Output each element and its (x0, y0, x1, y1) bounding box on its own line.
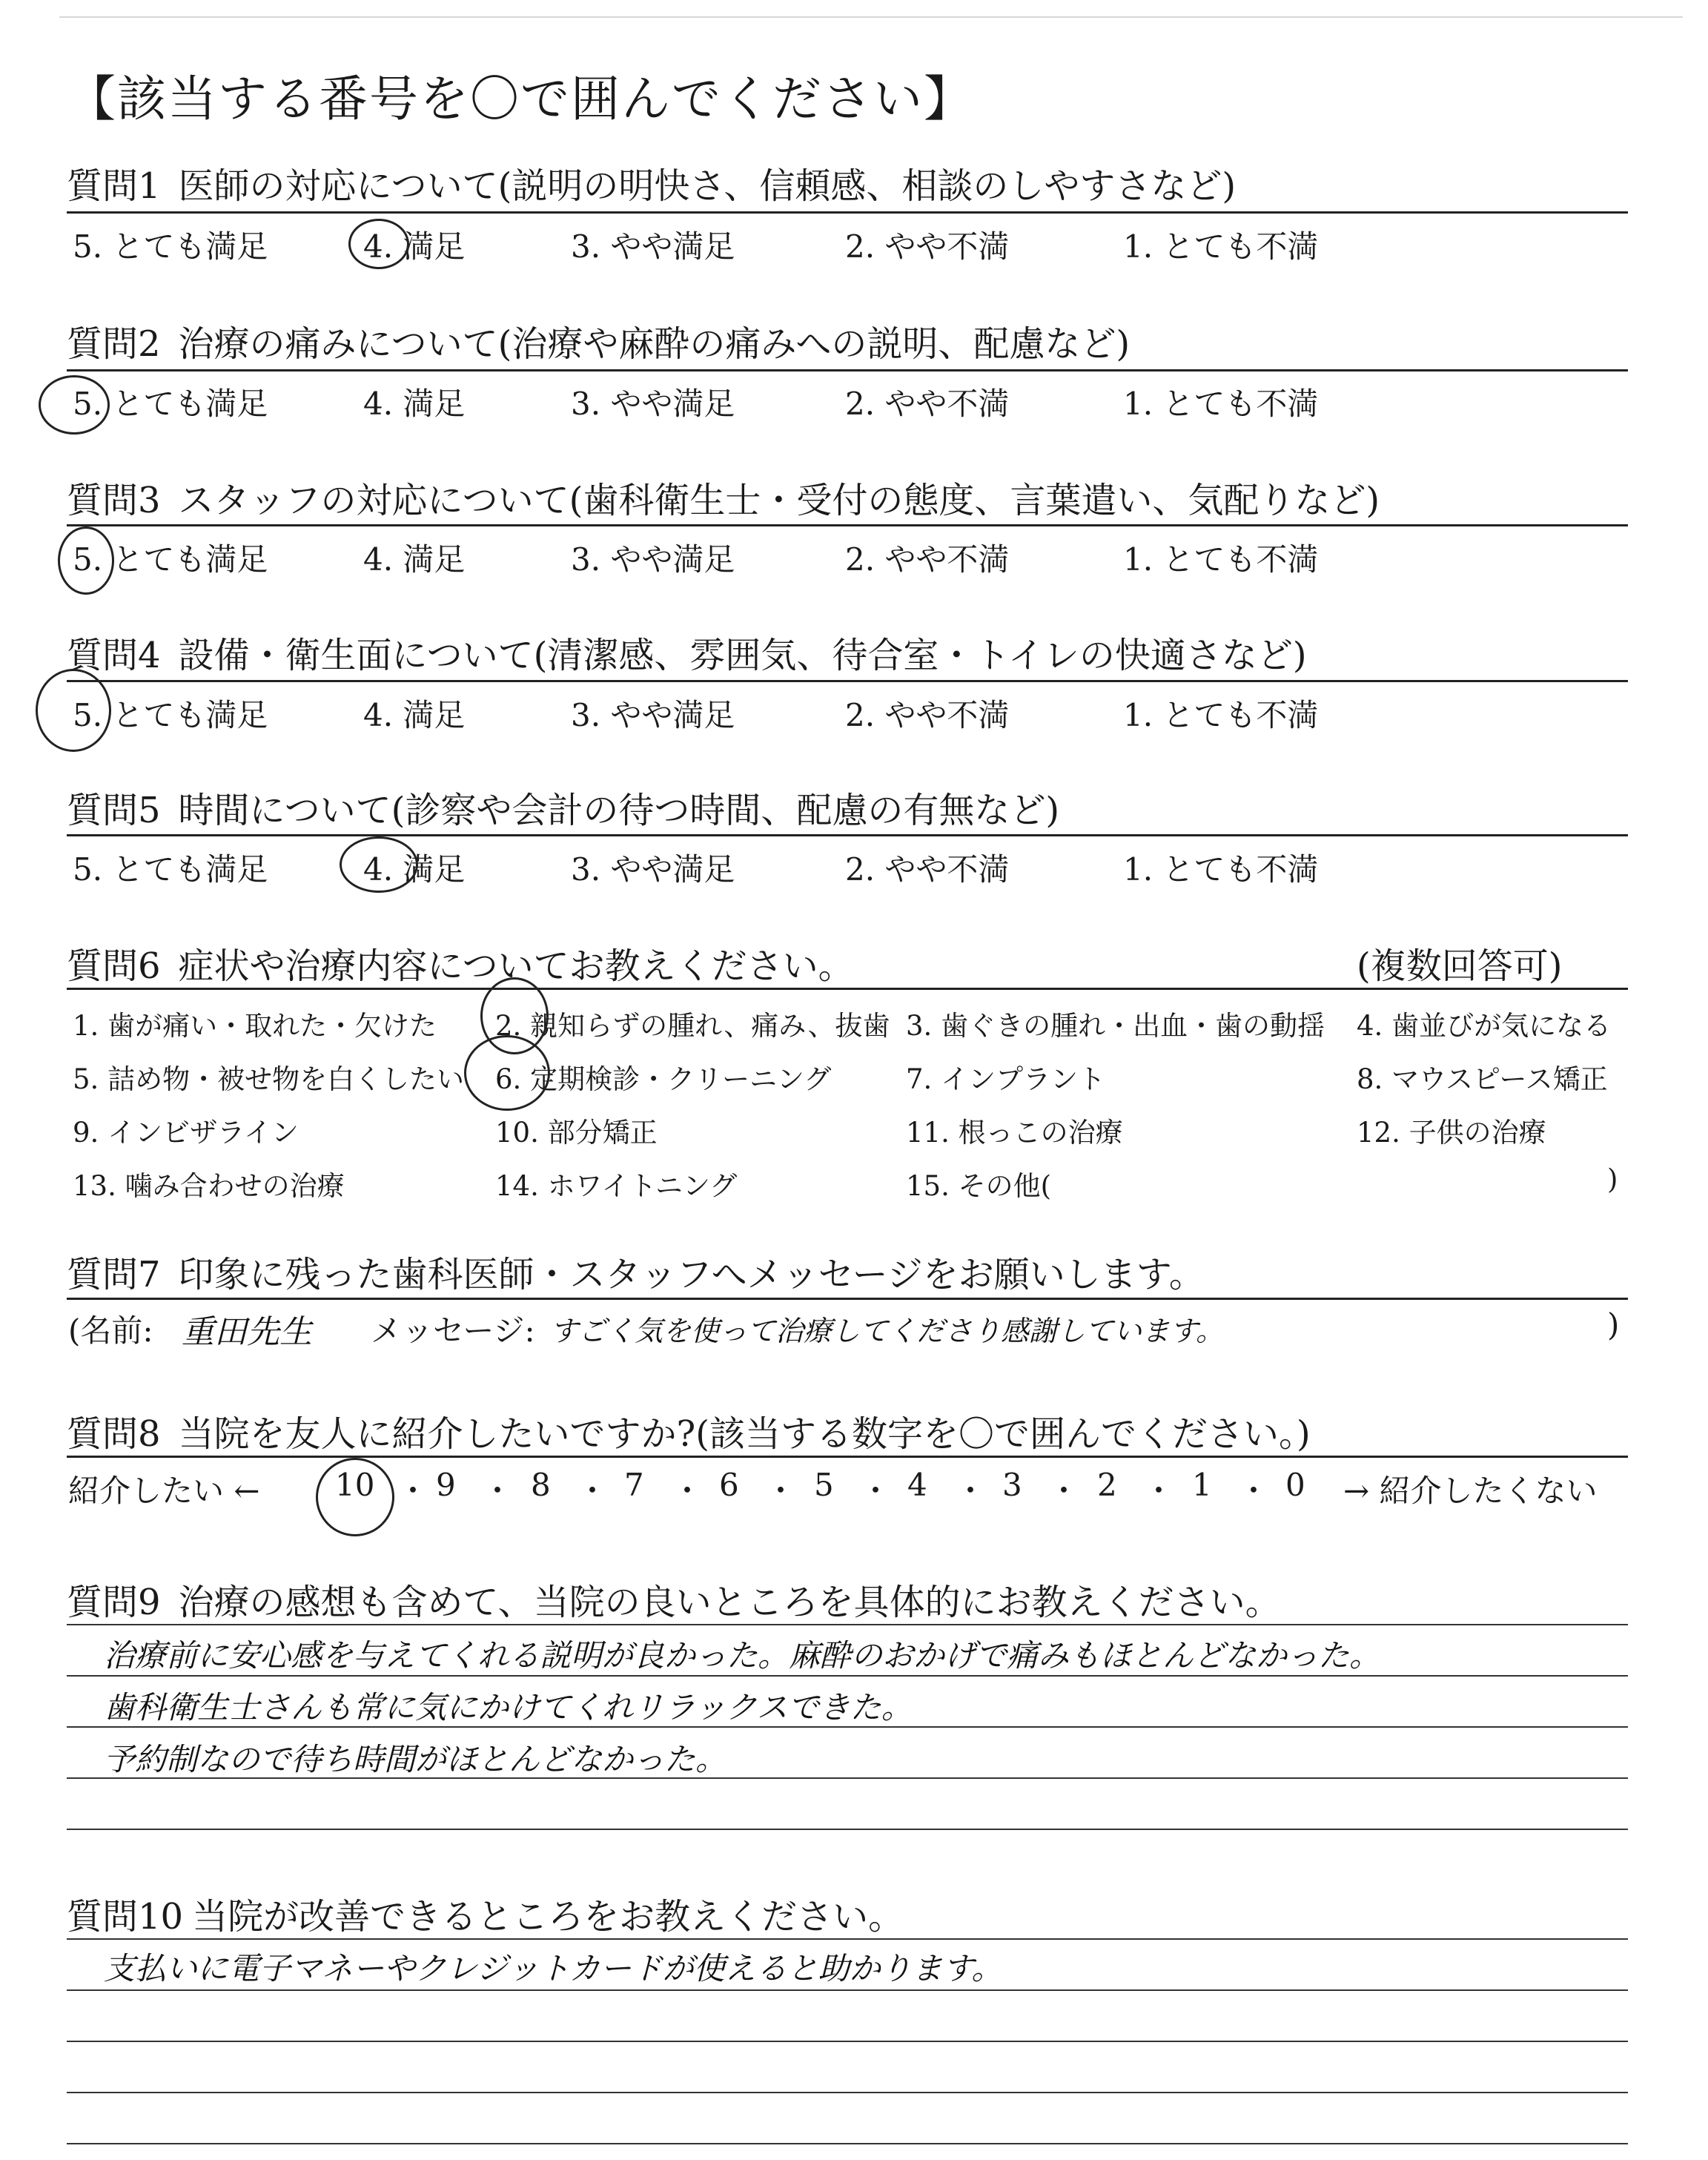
q7-message-label: メッセージ: (371, 1312, 535, 1349)
question-9-number: 質問9 (67, 1582, 161, 1623)
q6-selected-circle-6 (464, 1035, 550, 1111)
question-1-number: 質問1 (67, 165, 161, 207)
q7-name-value[interactable]: 重田先生 (182, 1313, 312, 1351)
q6-option-4[interactable]: 4. 歯並びが気になる (1357, 1010, 1612, 1042)
question-2-text: 治療の痛みについて(治療や麻酔の痛みへの説明、配慮など) (178, 323, 1131, 365)
q9-answer-line-2[interactable]: 歯科衛生士さんも常に気にかけてくれリラックスできた。 (104, 1689, 913, 1725)
q6-option-7[interactable]: 7. インプラント (906, 1063, 1106, 1095)
q4-option-1[interactable]: 1. とても不満 (1123, 697, 1319, 733)
question-3-heading (67, 472, 1380, 523)
q8-dot: ・ (482, 1473, 514, 1509)
q4-selected-circle (36, 669, 111, 752)
question-5-text: 時間について(診察や会計の待つ時間、配慮の有無など) (178, 790, 1060, 831)
q9-line-1 (67, 1624, 1628, 1625)
q7-close-paren: ) (1607, 1307, 1620, 1343)
top-border (59, 16, 1683, 18)
q8-dot: ・ (955, 1473, 987, 1509)
question-7-text: 印象に残った歯科医師・スタッフへメッセージをお願いします。 (178, 1254, 1205, 1295)
q1-option-4[interactable]: 4. 満足 (363, 228, 466, 265)
q8-score-8[interactable]: 8 (531, 1467, 551, 1503)
q6-option-3[interactable]: 3. 歯ぐきの腫れ・出血・歯の動揺 (906, 1010, 1325, 1042)
q7-message-value[interactable]: すごく気を使って治療してくださり感謝しています。 (550, 1315, 1224, 1347)
question-3-number: 質問3 (67, 480, 161, 521)
q6-option-1[interactable]: 1. 歯が痛い・取れた・欠けた (73, 1010, 437, 1042)
q8-dot: ・ (860, 1473, 892, 1509)
q10-line-4 (67, 2092, 1628, 2093)
q8-dot: ・ (672, 1473, 704, 1509)
question-1-heading (67, 157, 1236, 208)
q7-name-label: (名前: (68, 1312, 153, 1349)
question-6-number: 質問6 (67, 945, 161, 987)
question-6-note: (複数回答可) (1357, 945, 1563, 987)
q10-line-2 (67, 1989, 1628, 1991)
q5-selected-circle (340, 836, 418, 893)
question-10-heading (67, 1888, 904, 1939)
question-4-text: 設備・衛生面について(清潔感、雰囲気、待合室・トイレの快適さなど) (178, 635, 1307, 676)
q6-option-15[interactable]: 15. その他( (906, 1170, 1052, 1202)
question-2-rule (67, 369, 1628, 371)
question-3-rule (67, 524, 1628, 526)
question-9-heading (67, 1573, 1281, 1625)
question-1-rule (67, 211, 1628, 214)
q10-line-3 (67, 2041, 1628, 2042)
q10-line-5 (67, 2143, 1628, 2144)
q8-dot: ・ (1048, 1473, 1080, 1509)
q9-line-5 (67, 1829, 1628, 1830)
q2-selected-circle (39, 375, 110, 435)
question-8-text: 当院を友人に紹介したいですか?(該当する数字を〇で囲んでください。) (178, 1413, 1311, 1455)
q4-option-5[interactable]: 5. とても満足 (73, 697, 268, 733)
q3-option-4[interactable]: 4. 満足 (363, 541, 466, 578)
q8-score-7[interactable]: 7 (624, 1467, 644, 1503)
q2-option-5[interactable]: 5. とても満足 (73, 386, 268, 422)
question-7-heading (67, 1246, 1205, 1297)
q2-option-3[interactable]: 3. やや満足 (571, 386, 735, 422)
q1-option-1[interactable]: 1. とても不満 (1123, 228, 1319, 265)
question-6-heading (67, 937, 854, 988)
question-5-heading (67, 782, 1059, 833)
q5-option-1[interactable]: 1. とても不満 (1123, 851, 1319, 888)
question-8-heading (67, 1405, 1311, 1456)
q10-line-1 (67, 1938, 1628, 1940)
q6-option-12[interactable]: 12. 子供の治療 (1357, 1117, 1546, 1149)
q4-option-3[interactable]: 3. やや満足 (571, 697, 735, 733)
question-6-text: 症状や治療内容についてお教えください。 (178, 945, 854, 987)
question-6-rule (67, 988, 1628, 990)
question-8-rule (67, 1456, 1628, 1458)
q10-answer-line-1[interactable]: 支払いに電子マネーやクレジットカードが使えると助かります。 (104, 1950, 1003, 1986)
q8-score-9[interactable]: 9 (436, 1467, 456, 1503)
q3-option-3[interactable]: 3. やや満足 (571, 541, 735, 578)
q6-option-10[interactable]: 10. 部分矯正 (495, 1117, 658, 1149)
question-2-number: 質問2 (67, 323, 161, 365)
q9-answer-line-3[interactable]: 予約制なので待ち時間がほとんどなかった。 (104, 1741, 727, 1777)
q8-score-0[interactable]: 0 (1285, 1467, 1305, 1503)
question-9-text: 治療の感想も含めて、当院の良いところを具体的にお教えください。 (178, 1582, 1281, 1623)
q5-option-2[interactable]: 2. やや不満 (845, 851, 1010, 888)
q6-option-6[interactable]: 6. 定期検診・クリーニング (495, 1063, 832, 1095)
q8-score-1[interactable]: 1 (1192, 1467, 1212, 1503)
q1-option-2[interactable]: 2. やや不満 (845, 228, 1010, 265)
q3-option-5[interactable]: 5. とても満足 (73, 541, 268, 578)
q8-selected-circle (316, 1458, 394, 1536)
page-title: 【該当する番号を〇で囲んでください】 (67, 70, 974, 128)
q9-answer-line-1[interactable]: 治療前に安心感を与えてくれる説明が良かった。麻酔のおかげで痛みもほとんどなかった。 (104, 1637, 1381, 1674)
question-5-rule (67, 834, 1628, 836)
question-8-number: 質問8 (67, 1413, 161, 1455)
question-3-text: スタッフの対応について(歯科衛生士・受付の態度、言葉遣い、気配りなど) (178, 480, 1380, 521)
q4-option-2[interactable]: 2. やや不満 (845, 697, 1010, 733)
q8-dot: ・ (765, 1473, 797, 1509)
q4-option-4[interactable]: 4. 満足 (363, 697, 466, 733)
q6-option-2[interactable]: 2. 親知らずの腫れ、痛み、抜歯 (495, 1010, 890, 1042)
q6-option-13[interactable]: 13. 噛み合わせの治療 (73, 1170, 345, 1202)
q2-option-1[interactable]: 1. とても不満 (1123, 386, 1319, 422)
question-7-rule (67, 1298, 1628, 1300)
q6-option-5[interactable]: 5. 詰め物・被せ物を白くしたい (73, 1063, 465, 1095)
q8-left-label: 紹介したい ← (68, 1473, 260, 1509)
q1-option-3[interactable]: 3. やや満足 (571, 228, 735, 265)
q2-option-4[interactable]: 4. 満足 (363, 386, 466, 422)
q8-score-10[interactable]: 10 (335, 1467, 375, 1503)
q5-option-5[interactable]: 5. とても満足 (73, 851, 268, 888)
q8-score-2[interactable]: 2 (1097, 1467, 1117, 1503)
q3-option-2[interactable]: 2. やや不満 (845, 541, 1010, 578)
question-2-heading (67, 315, 1130, 366)
q8-score-3[interactable]: 3 (1002, 1467, 1022, 1503)
q3-option-1[interactable]: 1. とても不満 (1123, 541, 1319, 578)
question-10-number: 質問10 (67, 1896, 184, 1938)
q1-option-5[interactable]: 5. とても満足 (73, 228, 268, 265)
question-1-text: 医師の対応について(説明の明快さ、信頼感、相談のしやすさなど) (178, 165, 1237, 207)
question-7-number: 質問7 (67, 1254, 161, 1295)
q8-score-4[interactable]: 4 (907, 1467, 927, 1503)
question-5-number: 質問5 (67, 790, 161, 831)
q8-dot: ・ (1143, 1473, 1175, 1509)
q8-score-6[interactable]: 6 (719, 1467, 739, 1503)
q3-selected-circle (58, 526, 114, 595)
q8-right-label: → 紹介したくない (1343, 1473, 1598, 1509)
q6-option-15-close: ) (1607, 1163, 1618, 1195)
q1-selected-circle (348, 219, 409, 269)
q6-option-14[interactable]: 14. ホワイトニング (495, 1170, 738, 1202)
question-4-rule (67, 680, 1628, 682)
q6-option-11[interactable]: 11. 根っこの治療 (906, 1117, 1123, 1149)
question-10-text: 当院が改善できるところをお教えください。 (192, 1896, 904, 1938)
question-4-heading (67, 627, 1307, 678)
q5-option-3[interactable]: 3. やや満足 (571, 851, 735, 888)
q8-dot: ・ (577, 1473, 609, 1509)
q6-option-8[interactable]: 8. マウスピース矯正 (1357, 1063, 1608, 1095)
q8-score-5[interactable]: 5 (814, 1467, 834, 1503)
question-4-number: 質問4 (67, 635, 161, 676)
q6-option-9[interactable]: 9. インビザライン (73, 1117, 299, 1149)
q5-option-4[interactable]: 4. 満足 (363, 851, 466, 888)
q2-option-2[interactable]: 2. やや不満 (845, 386, 1010, 422)
q8-dot: ・ (1238, 1473, 1270, 1509)
q8-dot: ・ (397, 1473, 429, 1509)
